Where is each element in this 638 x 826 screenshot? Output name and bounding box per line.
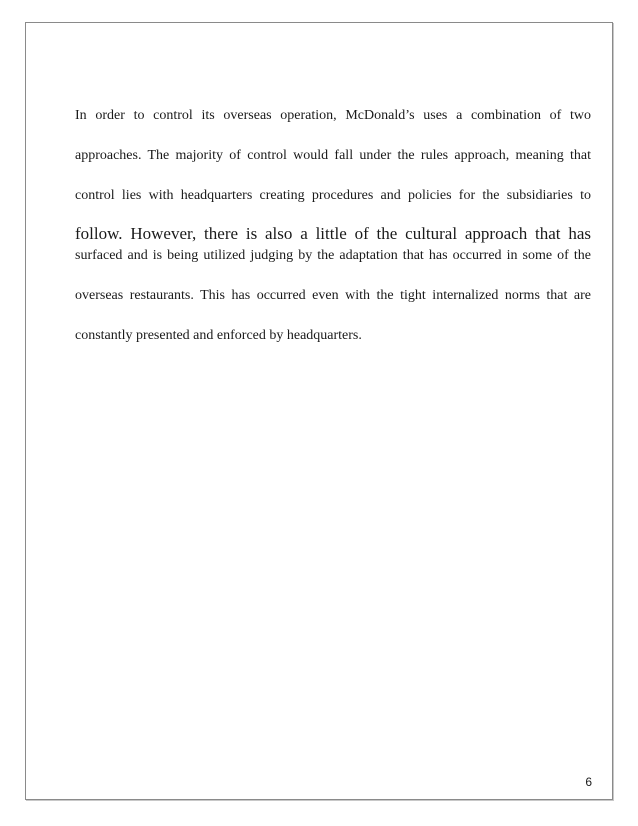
page-number: 6 [585, 775, 592, 789]
paragraph-line: In order to control its overseas operation, McDonald’s uses a combination of two [75, 108, 591, 123]
paragraph-line: surfaced and is being utilized judging by the adaptation that has occurred in some of the [75, 248, 591, 263]
paragraph-line: follow. However, there is also a little of the cultural approach that has [75, 224, 591, 243]
paragraph-line: control lies with headquarters creating procedures and policies for the subsidiaries to [75, 188, 591, 203]
paragraph-line: overseas restaurants. This has occurred even with the tight internalized norms that are [75, 288, 591, 303]
paragraph-line: constantly presented and enforced by headquarters. [75, 328, 362, 343]
document-page [25, 22, 613, 800]
paragraph-line: approaches. The majority of control would fall under the rules approach, meaning that [75, 148, 591, 163]
